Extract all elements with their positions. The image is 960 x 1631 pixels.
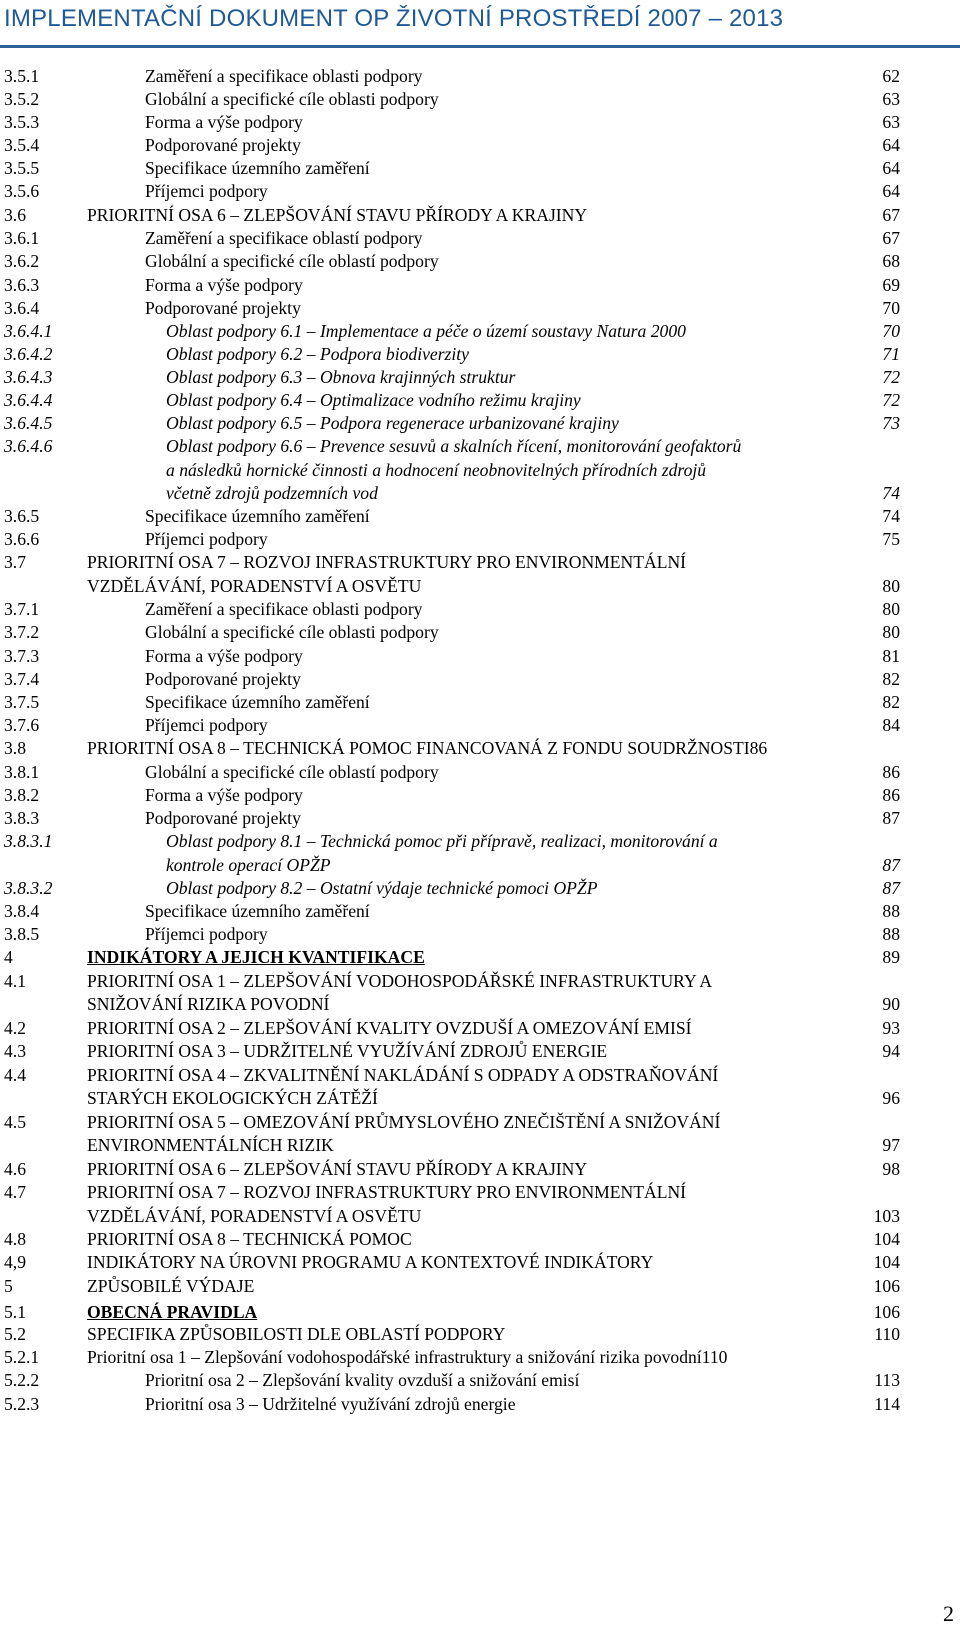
toc-entry-page: 69 xyxy=(882,275,900,295)
toc-entry-number: 3.6.4.1 xyxy=(4,321,53,341)
toc-entry-page: 96 xyxy=(882,1088,900,1108)
toc-entry-number: 4.3 xyxy=(4,1041,26,1061)
toc-entry-number: 4,9 xyxy=(4,1252,26,1272)
toc-entry-page: 104 xyxy=(873,1252,900,1272)
toc-entry-title: Oblast podpory 6.5 – Podpora regenerace urbanizované krajiny xyxy=(166,413,619,433)
toc-entry-number: 4.1 xyxy=(4,971,26,991)
toc-entry-title: PRIORITNÍ OSA 7 – ROZVOJ INFRASTRUKTURY PRO ENVIRONMENTÁLNÍ xyxy=(87,552,687,572)
toc-entry-page: 87 xyxy=(882,855,900,875)
toc-entry-number: 3.7.5 xyxy=(4,692,40,712)
toc-entry-title: Příjemci podpory xyxy=(145,924,268,944)
toc-entry-number: 3.7.6 xyxy=(4,715,40,735)
toc-entry-title: Prioritní osa 2 – Zlepšování kvality ovzduší a snižování emisí xyxy=(145,1370,580,1390)
toc-entry-title: PRIORITNÍ OSA 4 – ZKVALITNĚNÍ NAKLÁDÁNÍ S ODPADY A ODSTRAŇOVÁNÍ xyxy=(87,1065,719,1085)
toc-entry-page: 64 xyxy=(882,181,900,201)
toc-entry-page: 104 xyxy=(873,1229,900,1249)
toc-entry-number: 3.8.3 xyxy=(4,808,40,828)
toc-entry-page: 74 xyxy=(882,506,900,526)
page-number: 2 xyxy=(943,1601,954,1626)
toc-entry-title: PRIORITNÍ OSA 7 – ROZVOJ INFRASTRUKTURY PRO ENVIRONMENTÁLNÍ xyxy=(87,1182,687,1202)
toc-entry-page: 75 xyxy=(882,529,900,549)
toc-entry-page: 68 xyxy=(882,251,900,271)
toc-entry-title: Specifikace územního zaměření xyxy=(145,158,370,178)
toc-entry-title: Oblast podpory 6.6 – Prevence sesuvů a skalních řícení, monitorování geofaktorů xyxy=(166,436,742,456)
header-title: IMPLEMENTAČNÍ DOKUMENT OP ŽIVOTNÍ PROSTŘEDÍ 2007 – 2013 xyxy=(4,5,784,32)
toc-entry-page: 80 xyxy=(882,576,900,596)
toc-entry-page: 84 xyxy=(882,715,900,735)
toc-entry-title: Forma a výše podpory xyxy=(145,646,303,666)
toc-entry-title: OBECNÁ PRAVIDLA xyxy=(87,1302,258,1322)
toc-entry-title: Oblast podpory 6.1 – Implementace a péče o území soustavy Natura 2000 xyxy=(166,321,686,341)
toc-entry-number: 3.5.6 xyxy=(4,181,40,201)
toc-entry-title: ENVIRONMENTÁLNÍCH RIZIK xyxy=(87,1135,334,1155)
toc-entry-page: 70 xyxy=(882,298,900,318)
toc-entry-number: 3.6.1 xyxy=(4,228,40,248)
toc-entry-title: INDIKÁTORY NA ÚROVNI PROGRAMU A KONTEXTOVÉ INDIKÁTORY xyxy=(87,1252,654,1272)
toc-entry-number: 3.7.3 xyxy=(4,646,40,666)
toc-entry-page: 113 xyxy=(874,1370,900,1390)
toc-entry-number: 3.7.1 xyxy=(4,599,40,619)
toc-entry-number: 3.7.2 xyxy=(4,622,40,642)
toc-entry-page: 82 xyxy=(882,669,900,689)
toc-entry-number: 3.6.4 xyxy=(4,298,40,318)
toc-entry-page: 74 xyxy=(882,483,900,503)
toc-entry-title: Podporované projekty xyxy=(145,808,301,828)
toc-entry-page: 89 xyxy=(882,947,900,967)
toc-entry-number: 4.2 xyxy=(4,1018,26,1038)
toc-entry-title: Globální a specifické cíle oblastí podpory xyxy=(145,762,439,782)
toc-entry-page: 63 xyxy=(882,89,900,109)
toc-entry-page: 94 xyxy=(882,1041,900,1061)
toc-entry-title: Příjemci podpory xyxy=(145,529,268,549)
toc-entry-page: 106 xyxy=(873,1302,900,1322)
toc-entry-title: Oblast podpory 6.4 – Optimalizace vodního režimu krajiny xyxy=(166,390,581,410)
toc-entry-title: PRIORITNÍ OSA 6 – ZLEPŠOVÁNÍ STAVU PŘÍRODY A KRAJINY xyxy=(87,205,588,225)
toc-entry-number: 5.2.3 xyxy=(4,1394,40,1414)
toc-entry-number: 4.7 xyxy=(4,1182,26,1202)
toc-entry-title: Globální a specifické cíle oblastí podpory xyxy=(145,251,439,271)
toc-entry-page: 71 xyxy=(882,344,900,364)
toc-entry-title: PRIORITNÍ OSA 3 – UDRŽITELNÉ VYUŽÍVÁNÍ ZDROJŮ ENERGIE xyxy=(87,1041,608,1061)
toc-entry-page: 93 xyxy=(882,1018,900,1038)
toc-entry-page: 106 xyxy=(873,1276,900,1296)
toc-entry-number: 4.5 xyxy=(4,1112,26,1132)
toc-entry-number: 3.5.3 xyxy=(4,112,40,132)
toc-entry-page: 67 xyxy=(882,228,900,248)
toc-entry-title: PRIORITNÍ OSA 8 – TECHNICKÁ POMOC xyxy=(87,1229,412,1249)
toc-entry-number: 3.8.3.2 xyxy=(4,878,53,898)
toc-entry-page: 88 xyxy=(882,924,900,944)
toc-entry-title: Prioritní osa 3 – Udržitelné využívání zdrojů energie xyxy=(145,1394,516,1414)
toc-entry-page: 86 xyxy=(882,785,900,805)
toc-entry-title: STARÝCH EKOLOGICKÝCH ZÁTĚŽÍ xyxy=(87,1088,378,1108)
toc-entry-number: 3.8 xyxy=(4,738,26,758)
toc-entry-title: SPECIFIKA ZPŮSOBILOSTI DLE OBLASTÍ PODPORY xyxy=(87,1324,506,1344)
toc-entry-number: 3.8.3.1 xyxy=(4,831,53,851)
toc-entry-number: 3.6.4.4 xyxy=(4,390,53,410)
toc-entry-page: 88 xyxy=(882,901,900,921)
toc-entry-title: Specifikace územního zaměření xyxy=(145,692,370,712)
toc-entry-title: PRIORITNÍ OSA 5 – OMEZOVÁNÍ PRŮMYSLOVÉHO ZNEČIŠTĚNÍ A SNIŽOVÁNÍ xyxy=(87,1112,721,1132)
toc-entry-number: 5.2.2 xyxy=(4,1370,40,1390)
toc-entry-number: 3.6.3 xyxy=(4,275,40,295)
toc-entry-page: 86 xyxy=(882,762,900,782)
toc-entry-title: Globální a specifické cíle oblasti podpory xyxy=(145,89,439,109)
toc-entry-title: Forma a výše podpory xyxy=(145,785,303,805)
toc-entry-number: 3.8.2 xyxy=(4,785,40,805)
toc-entry-title: včetně zdrojů podzemních vod xyxy=(166,483,378,503)
toc-entry-number: 3.6 xyxy=(4,205,26,225)
toc-entry-number: 4.6 xyxy=(4,1159,26,1179)
toc-entry-page: 72 xyxy=(882,367,900,387)
toc-entry-page: 90 xyxy=(882,994,900,1014)
toc-entry-number: 3.6.4.6 xyxy=(4,436,53,456)
toc-entry-page: 64 xyxy=(882,135,900,155)
toc-entry-number: 3.6.4.3 xyxy=(4,367,53,387)
toc-entry-number: 3.7.4 xyxy=(4,669,40,689)
toc-entry-title: Specifikace územního zaměření xyxy=(145,901,370,921)
toc-entry-number: 4 xyxy=(4,947,13,967)
toc-entry-title: VZDĚLÁVÁNÍ, PORADENSTVÍ A OSVĚTU xyxy=(87,1206,422,1226)
toc-entry-title: Příjemci podpory xyxy=(145,181,268,201)
toc-entry-title: Zaměření a specifikace oblasti podpory xyxy=(145,599,423,619)
toc-entry-page: 62 xyxy=(882,66,900,86)
toc-entry-title: kontrole operací OPŽP xyxy=(166,855,331,875)
toc-entry-number: 3.5.4 xyxy=(4,135,40,155)
toc-entry-title: Globální a specifické cíle oblasti podpory xyxy=(145,622,439,642)
toc-entry-page: 103 xyxy=(873,1206,900,1226)
toc-entry-page: 98 xyxy=(882,1159,900,1179)
toc-entry-page: 64 xyxy=(882,158,900,178)
toc-entry-number: 3.6.5 xyxy=(4,506,40,526)
toc-entry-title: PRIORITNÍ OSA 1 – ZLEPŠOVÁNÍ VODOHOSPODÁŘSKÉ INFRASTRUKTURY A xyxy=(87,971,713,991)
toc-entry-number: 3.5.2 xyxy=(4,89,40,109)
toc-entry-number: 3.8.1 xyxy=(4,762,40,782)
toc-entry-title: Oblast podpory 8.1 – Technická pomoc při přípravě, realizaci, monitorování a xyxy=(166,831,718,851)
toc-entry-title: ZPŮSOBILÉ VÝDAJE xyxy=(87,1276,255,1296)
toc-entry-number: 3.5.5 xyxy=(4,158,40,178)
toc-entry-title: Oblast podpory 6.2 – Podpora biodiverzity xyxy=(166,344,469,364)
toc-entry-title: Oblast podpory 6.3 – Obnova krajinných struktur xyxy=(166,367,516,387)
toc-entry-page: 81 xyxy=(882,646,900,666)
toc-entry-number: 5.2 xyxy=(4,1324,26,1344)
toc-entry-number: 3.8.5 xyxy=(4,924,40,944)
toc-entry-title: Příjemci podpory xyxy=(145,715,268,735)
toc-entry-title: PRIORITNÍ OSA 2 – ZLEPŠOVÁNÍ KVALITY OVZDUŠÍ A OMEZOVÁNÍ EMISÍ xyxy=(87,1018,692,1038)
toc-entry-title: INDIKÁTORY A JEJICH KVANTIFIKACE xyxy=(87,947,425,967)
toc-entry-number: 3.5.1 xyxy=(4,66,40,86)
toc-entry-number: 3.8.4 xyxy=(4,901,40,921)
toc-entry-title: Forma a výše podpory xyxy=(145,112,303,132)
toc-entry-page: 114 xyxy=(874,1394,900,1414)
toc-entry-page: 87 xyxy=(882,808,900,828)
toc-entry-title: SNIŽOVÁNÍ RIZIKA POVODNÍ xyxy=(87,994,330,1014)
toc-entry-page: 63 xyxy=(882,112,900,132)
toc-entry-number: 3.6.4.5 xyxy=(4,413,53,433)
toc-entry-title: PRIORITNÍ OSA 6 – ZLEPŠOVÁNÍ STAVU PŘÍRODY A KRAJINY xyxy=(87,1159,588,1179)
toc-entry-title: Podporované projekty xyxy=(145,669,301,689)
toc-entry-number: 4.8 xyxy=(4,1229,26,1249)
toc-entry-title: Podporované projekty xyxy=(145,135,301,155)
toc-entry-page: 73 xyxy=(882,413,900,433)
toc-entry-number: 5 xyxy=(4,1276,13,1296)
toc-entry-page: 110 xyxy=(874,1324,900,1344)
toc-entry-number: 3.6.2 xyxy=(4,251,40,271)
toc-entry-title: Forma a výše podpory xyxy=(145,275,303,295)
toc-entry-number: 5.1 xyxy=(4,1302,26,1322)
toc-entry-title: a následků hornické činnosti a hodnocení neobnovitelných přírodních zdrojů xyxy=(166,460,707,480)
toc-entry-number: 5.2.1 xyxy=(4,1347,40,1367)
toc-entry-title: Prioritní osa 1 – Zlepšování vodohospodářské infrastruktury a snižování rizika povodní110 xyxy=(87,1347,728,1367)
toc-entry-page: 97 xyxy=(882,1135,900,1155)
toc-entry-number: 3.7 xyxy=(4,552,26,572)
toc-entry-title: Specifikace územního zaměření xyxy=(145,506,370,526)
toc-entry-title: PRIORITNÍ OSA 8 – TECHNICKÁ POMOC FINANCOVANÁ Z FONDU SOUDRŽNOSTI86 xyxy=(87,738,768,758)
toc-entry-page: 67 xyxy=(882,205,900,225)
toc-entry-title: Oblast podpory 8.2 – Ostatní výdaje technické pomoci OPŽP xyxy=(166,878,598,898)
toc-entry-title: Podporované projekty xyxy=(145,298,301,318)
toc-entry-page: 80 xyxy=(882,599,900,619)
toc-entry-number: 4.4 xyxy=(4,1065,26,1085)
toc-entry-page: 70 xyxy=(882,321,900,341)
toc-entry-title: VZDĚLÁVÁNÍ, PORADENSTVÍ A OSVĚTU xyxy=(87,576,422,596)
toc-entry-page: 80 xyxy=(882,622,900,642)
toc-entry-number: 3.6.4.2 xyxy=(4,344,53,364)
toc-entry-page: 82 xyxy=(882,692,900,712)
toc-entry-page: 72 xyxy=(882,390,900,410)
toc-entry-number: 3.6.6 xyxy=(4,529,40,549)
toc-entry-title: Zaměření a specifikace oblasti podpory xyxy=(145,66,423,86)
toc-entry-title: Zaměření a specifikace oblastí podpory xyxy=(145,228,423,248)
toc-entry-page: 87 xyxy=(882,878,900,898)
